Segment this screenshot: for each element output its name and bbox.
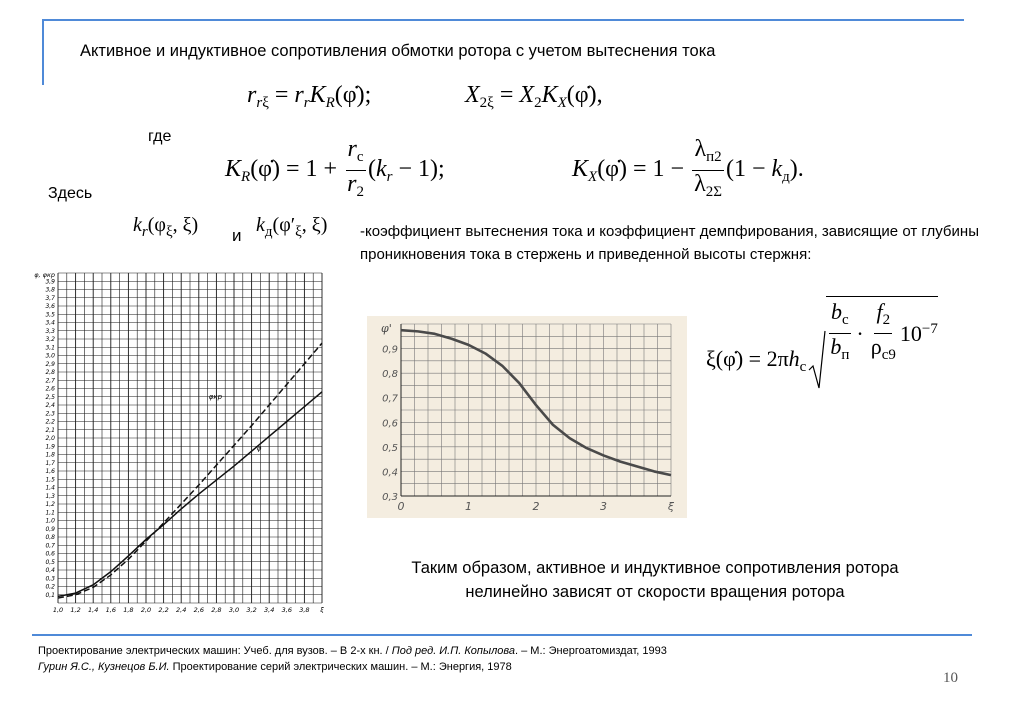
chart1-x-tick-label: 1,8 <box>123 606 134 613</box>
chart1-x-tick-label: 3,0 <box>228 606 240 613</box>
chart2-x-tick-label: ξ <box>667 500 675 513</box>
chart1-y-tick-label: 3,5 <box>45 311 55 319</box>
chart1-y-tick-label: 0,3 <box>45 575 55 583</box>
chart1-background <box>32 265 328 613</box>
chart1-y-tick-label: 2,4 <box>45 402 55 409</box>
chart1-y-tick-label: 1,0 <box>45 517 55 525</box>
conclusion-line-1: Таким образом, активное и индуктивное сопротивления ротора <box>411 559 899 577</box>
chart1-y-tick-label: 1,5 <box>45 476 55 484</box>
chart1-y-tick-label: 0,7 <box>45 542 55 550</box>
chart1-y-tick-label: 1,2 <box>45 501 55 508</box>
formula-x-xi: $X_{2\xi}$ = $X_2K_X(\varphi̇)$, <box>465 82 603 111</box>
chart2-x-tick-label: 0 <box>397 500 405 513</box>
formula-r-xi: $r_{r\xi}$ = $r_rK_R(\varphi̇)$; <box>247 82 372 111</box>
chart1-y-tick-label: 0,6 <box>45 550 55 558</box>
chart1-y-tick-label: 0,5 <box>45 558 55 566</box>
chart1-y-tick-label: 0,9 <box>45 525 55 533</box>
chart1-x-tick-label: 1,2 <box>70 606 81 613</box>
chart1-x-tick-label: 3,2 <box>246 606 257 613</box>
chart1-x-tick-label: 1,0 <box>52 606 64 613</box>
formula-k-x: $K_X(\varphi̇) = 1$ − $\frac{\lambda_{п2}}{\lambda_{2\Sigma}}$ $(1 - k_д)$. <box>572 136 804 200</box>
top-accent-line <box>42 19 964 21</box>
chart1-y-tick-label: 0,1 <box>45 591 55 599</box>
here-label: Здесь <box>48 185 93 202</box>
chart1-y-tick-label: 0,4 <box>45 567 55 574</box>
chart1-x-tick-label: 3,4 <box>264 606 275 613</box>
chart2-y-tick-label: 0,9 <box>382 344 398 356</box>
chart1-series-label-phi-kr: φкр <box>208 392 223 401</box>
chart2-y-tick-label: 0,5 <box>382 442 398 454</box>
chart1-y-tick-label: 1,9 <box>45 443 55 451</box>
formula-xi: ξ(φ̇) = $2\pi h_с$ $\frac{b_с}{b_п}$ · $\frac{f_2}{\rho_{с9}}$ $10^{-7}$ <box>706 330 938 392</box>
chart1-x-tick-label: 3,6 <box>281 606 292 613</box>
chart1-y-tick-label: 3,1 <box>45 344 55 352</box>
formula-kd-args: $k_д(\varphi'_\xi$, ξ) <box>256 214 328 240</box>
conclusion-line-2: нелинейно зависят от скорости вращения ротора <box>465 583 845 601</box>
and-label: и <box>232 226 242 245</box>
chart1-y-tick-label: 1,3 <box>45 492 55 500</box>
chart1-y-tick-label: 1,8 <box>45 451 55 459</box>
chart1-series-label-phi: φ <box>256 444 262 453</box>
reference-2-end: Проектирование серий электрических машин. – М.: Энергия, 1978 <box>169 661 512 673</box>
chart2-y-tick-label: 0,7 <box>382 393 398 405</box>
chart1-y-tick-label: 3,6 <box>45 303 55 310</box>
chart2-x-tick-label: 3 <box>600 500 607 513</box>
chart1-y-tick-label: 1,7 <box>45 459 55 467</box>
phi-prime-chart <box>367 316 687 518</box>
chart1-y-tick-label: 3,9 <box>45 278 55 286</box>
chart1-y-tick-label: 1,4 <box>45 484 55 492</box>
chart1-y-tick-label: 2,5 <box>45 393 55 401</box>
reference-1-text: Проектирование электрических машин: Учеб. для вузов. – В 2-х кн. / <box>38 645 392 657</box>
chart1-x-tick-label: 1,4 <box>88 606 99 613</box>
where-label: где <box>148 128 172 145</box>
chart1-y-tick-label: 2,6 <box>45 385 55 393</box>
chart1-x-tick-label: 2,2 <box>158 606 169 613</box>
chart2-y-tick-label: 0,8 <box>382 369 398 381</box>
chart1-x-tick-label: ξ <box>320 606 324 613</box>
conclusion-text <box>330 556 980 604</box>
chart1-y-tick-label: 3,0 <box>45 352 55 360</box>
chart2-x-tick-label: 2 <box>532 500 540 513</box>
chart1-y-tick-label: 3,7 <box>45 294 55 302</box>
chart1-y-tick-label: 3,4 <box>45 319 55 327</box>
page-number: 10 <box>943 670 958 686</box>
coefficient-description: -коэффициент вытеснения тока и коэффициент демпфирования, зависящие от глубины проникновения тока в стержень и приведенной высоты стержня: <box>360 223 979 263</box>
chart2-x-tick-label: 1 <box>465 500 472 513</box>
left-accent-line <box>42 19 44 85</box>
chart2-y-tick-label: 0,4 <box>382 467 398 479</box>
reference-2-authors: Гурин Я.С., Кузнецов Б.И. <box>38 661 170 673</box>
chart1-y-tick-label: 2,0 <box>45 435 55 442</box>
bottom-accent-line <box>32 634 972 636</box>
chart1-x-tick-label: 2,6 <box>193 606 204 613</box>
chart1-y-tick-label: 2,7 <box>45 377 55 385</box>
chart1-y-tick-label: 3,8 <box>45 286 55 294</box>
chart1-y-tick-label: 2,3 <box>45 410 55 418</box>
chart2-y-tick-label: 0,3 <box>382 492 398 503</box>
chart1-x-tick-label: 1,6 <box>105 606 116 613</box>
chart1-y-tick-label: 0,2 <box>45 583 55 591</box>
chart1-x-tick-label: 2,0 <box>140 606 152 613</box>
chart2-y-axis-label: φ' <box>381 322 392 335</box>
chart1-y-tick-label: 2,1 <box>45 426 55 434</box>
chart1-x-tick-label: 2,4 <box>176 606 187 613</box>
slide-title: Активное и индуктивное сопротивления обмотки ротора с учетом вытеснения тока <box>80 42 716 60</box>
chart1-y-tick-label: 1,6 <box>45 468 55 475</box>
reference-1-end: . – М.: Энергоатомиздат, 1993 <box>515 645 667 657</box>
chart2-background <box>367 316 687 518</box>
formula-k-r: $K_R(\varphi̇) = 1$ + $\frac{r_c}{r_2}$ $(k_r - 1)$; <box>225 136 445 200</box>
reference-1 <box>38 643 667 659</box>
chart1-y-tick-label: 2,2 <box>45 418 55 426</box>
chart1-y-tick-label: 3,3 <box>45 327 55 335</box>
sqrt-sign <box>808 330 826 392</box>
chart1-y-tick-label: 1,1 <box>45 509 55 517</box>
chart1-y-tick-label: 2,8 <box>45 369 55 376</box>
reference-2 <box>38 659 512 675</box>
chart1-y-tick-label: 3,2 <box>45 336 55 343</box>
chart1-x-tick-label: 3,8 <box>299 606 310 613</box>
chart1-y-tick-label: 2,9 <box>45 360 55 368</box>
chart1-x-tick-label: 2,8 <box>211 606 222 613</box>
chart1-y-tick-label: 0,8 <box>45 534 55 541</box>
phi-chart <box>32 265 328 613</box>
formula-kr-args: $k_r(\varphi_\xi$, ξ) <box>133 214 199 240</box>
reference-1-editor: Под ред. И.П. Копылова <box>391 645 516 657</box>
chart2-y-tick-label: 0,6 <box>382 418 398 430</box>
chart1-y-axis-label: φ, φкр <box>34 271 55 279</box>
